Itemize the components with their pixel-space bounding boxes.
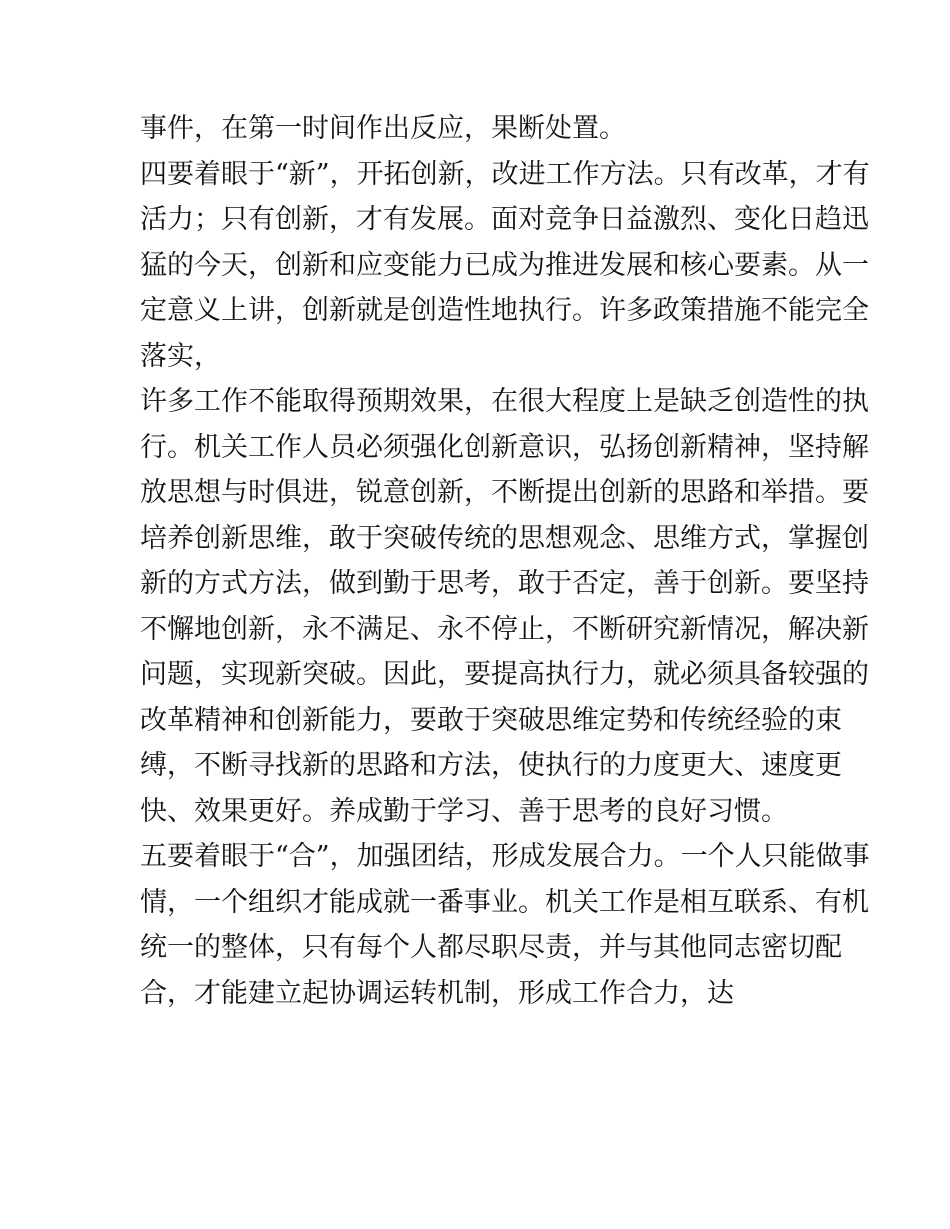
text-line: 放思想与时俱进，锐意创新，不断提出创新的思路和举措。要 <box>140 477 869 508</box>
text-line: 合，才能建立起协调运转机制，形成工作合力，达 <box>140 977 734 1009</box>
text-line: 改革精神和创新能力，要敢于突破思维定势和传统经验的束 <box>140 704 842 736</box>
text-line: 问题，实现新突破。因此，要提高执行力，就必须具备较强的 <box>140 659 869 690</box>
text-line: 落实， <box>140 340 221 372</box>
text-line: 猛的今天，创新和应变能力已成为推进发展和核心要素。从一 <box>140 249 869 281</box>
text-line: 四要着眼于“新”，开拓创新，改进工作方法。只有改革，才有 <box>140 158 870 190</box>
text-line: 缚，不断寻找新的思路和方法，使执行的力度更大、速度更 <box>140 750 842 781</box>
text-line: 活力；只有创新，才有发展。面对竞争日益激烈、变化日趋迅 <box>140 204 869 235</box>
text-line: 快、效果更好。养成勤于学习、善于思考的良好习惯。 <box>140 795 788 827</box>
text-line: 事件，在第一时间作出反应，果断处置。 <box>140 113 626 144</box>
text-line: 定意义上讲，创新就是创造性地执行。许多政策措施不能完全 <box>140 295 869 326</box>
text-line: 统一的整体，只有每个人都尽职尽责，并与其他同志密切配 <box>140 932 842 963</box>
text-line: 情，一个组织才能成就一番事业。机关工作是相互联系、有机 <box>140 886 869 918</box>
text-line: 不懈地创新，永不满足、永不停止，不断研究新情况，解决新 <box>140 613 869 645</box>
body-text <box>140 106 870 1016</box>
text-line: 五要着眼于“合”，加强团结，形成发展合力。一个人只能做事 <box>140 841 870 872</box>
text-line: 培养创新思维，敢于突破传统的思想观念、思维方式，掌握创 <box>140 522 869 554</box>
text-line: 新的方式方法，做到勤于思考，敢于否定，善于创新。要坚持 <box>140 568 869 599</box>
text-line: 许多工作不能取得预期效果，在很大程度上是缺乏创造性的执 <box>140 386 869 417</box>
text-line: 行。机关工作人员必须强化创新意识，弘扬创新精神，坚持解 <box>140 431 869 463</box>
